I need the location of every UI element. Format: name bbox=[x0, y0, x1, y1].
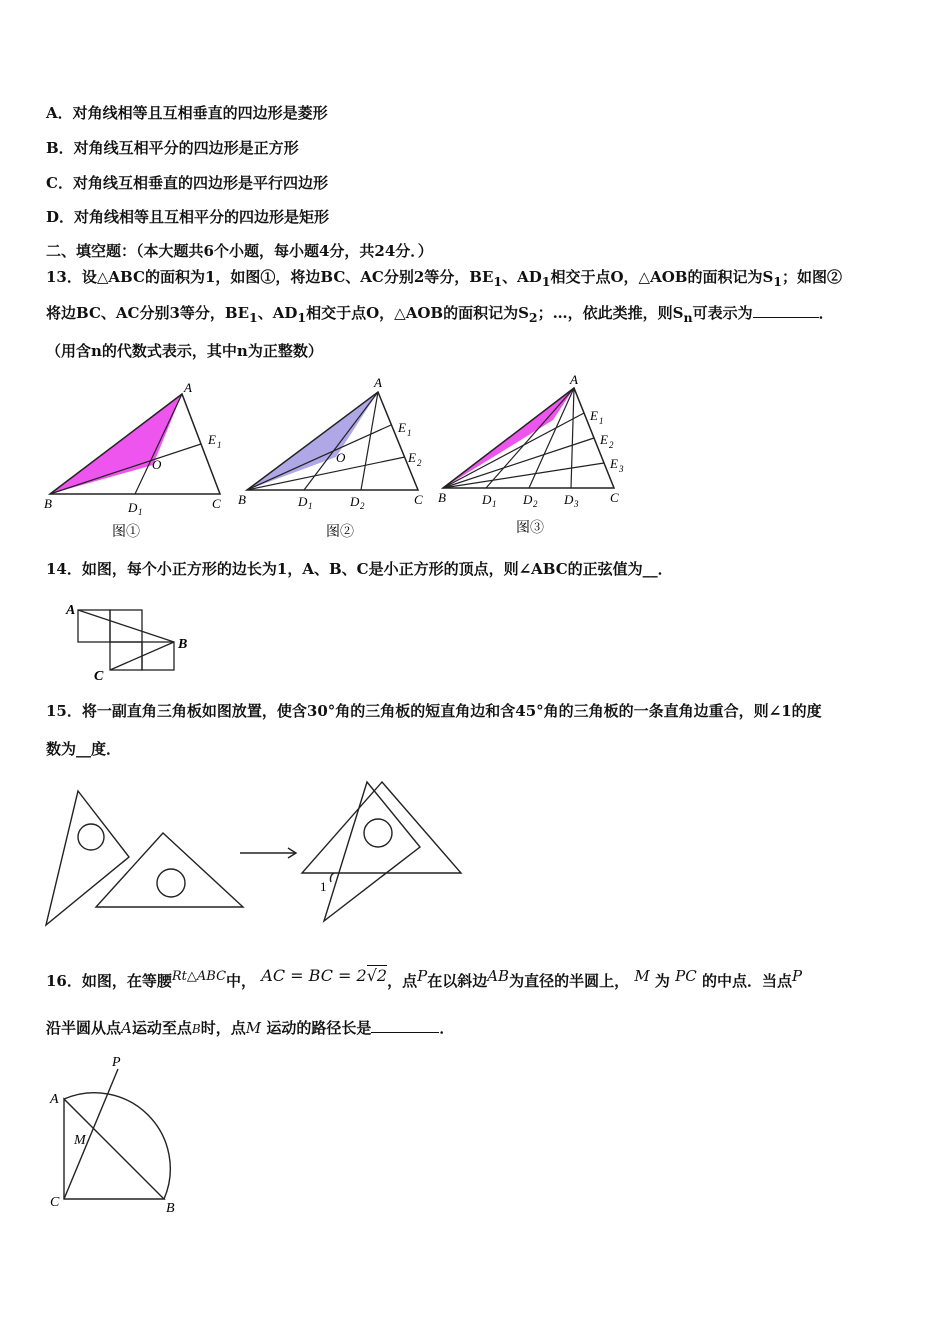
q13-answer-blank[interactable] bbox=[753, 303, 819, 318]
q13-fig2-label-d2: D bbox=[350, 494, 360, 509]
section-title: 二、填空题：（本大题共6个小题，每小题4分，共24分．） bbox=[46, 242, 433, 260]
q16-answer-blank[interactable] bbox=[371, 1018, 439, 1033]
q13-fig1-label-a: A bbox=[184, 380, 192, 395]
q13-fig3-triangle bbox=[443, 388, 614, 488]
q13-fig1-caption: 图① bbox=[112, 525, 140, 540]
q14-text: 14．如图，每个小正方形的边长为1，A、B、C是小正方形的顶点，则∠ABC的正弦值为__． bbox=[46, 560, 673, 578]
q13-fig1-label-d1: D bbox=[128, 500, 138, 515]
q13-fig3-label-d3-sub: 3 bbox=[574, 499, 579, 509]
q14-label-a: A bbox=[66, 603, 76, 618]
q15-triangle-45-hole bbox=[157, 869, 185, 897]
q13-fig2-label-e1: E bbox=[398, 420, 406, 435]
q15-combined-hole bbox=[364, 819, 392, 847]
q16-label-c: C bbox=[50, 1195, 60, 1210]
option-d: D．对角线相等且互相平分的四边形是矩形 bbox=[46, 208, 330, 226]
q13-figures bbox=[40, 372, 630, 544]
q13-fig2-label-b: B bbox=[238, 492, 246, 507]
q14-square-4 bbox=[142, 642, 174, 670]
q13-fig3-label-e1: E bbox=[590, 408, 598, 423]
q13-fig2-label-d1: D bbox=[298, 494, 308, 509]
q13-fig1-label-b: B bbox=[44, 496, 52, 511]
q15-line2: 数为__度． bbox=[46, 740, 122, 758]
q13-fig2-label-e2: E bbox=[408, 450, 416, 465]
q13-fig3-label-e2-sub: 2 bbox=[609, 440, 614, 450]
q16-line2: 沿半圆从点A运动至点B时，点M 运动的路径长是 ． bbox=[46, 1019, 455, 1037]
q13-line1: 13．设△ABC的面积为1，如图①，将边BC、AC分别2等分，$BE_1$、$AD_1$相交于点O，△AOB的面积记为$S_1$；如图② bbox=[46, 268, 843, 289]
q16-label-p: P bbox=[112, 1055, 121, 1070]
q16-label-a: A bbox=[50, 1092, 59, 1107]
q13-fig2-label-d2-sub: 2 bbox=[360, 501, 365, 511]
q15-triangle-30 bbox=[46, 791, 129, 925]
q13-fig3-label-c: C bbox=[610, 490, 619, 505]
q14-label-c: C bbox=[94, 669, 104, 684]
q13-line3: （用含n的代数式表示，其中n为正整数） bbox=[46, 342, 323, 360]
q16-triangle-abc bbox=[64, 1099, 164, 1199]
q13-fig3-label-a: A bbox=[570, 372, 578, 387]
q13-fig2-label-a: A bbox=[374, 375, 382, 390]
q15-combined-30-triangle bbox=[324, 782, 420, 921]
q15-line1: 15．将一副直角三角板如图放置，使含30°角的三角板的短直角边和含45°角的三角板的一条直角边重合，则∠1的度 bbox=[46, 702, 822, 720]
q16-label-b: B bbox=[166, 1201, 175, 1216]
q14-grid-figure bbox=[60, 598, 200, 684]
q13-fig1-label-d1-sub: 1 bbox=[138, 507, 143, 517]
q13-fig1-label-o: O bbox=[152, 457, 162, 472]
q15-triangle-45 bbox=[96, 833, 243, 907]
q13-fig2-label-d1-sub: 1 bbox=[308, 501, 313, 511]
q15-combined-45-triangle bbox=[302, 782, 461, 873]
q13-fig3-label-d2: D bbox=[523, 492, 533, 507]
q13-fig2-label-o: O bbox=[336, 450, 346, 465]
q14-segment-ab bbox=[78, 610, 174, 642]
q13-fig3-label-e3-sub: 3 bbox=[619, 464, 624, 474]
q13-fig1-label-e1-sub: 1 bbox=[217, 440, 222, 450]
q13-fig2-label-e1-sub: 1 bbox=[407, 428, 412, 438]
q13-fig2-line-be1 bbox=[247, 425, 391, 490]
q13-figure-2 bbox=[238, 375, 423, 540]
q13-fig3-label-e3: E bbox=[610, 456, 618, 471]
option-b: B．对角线互相平分的四边形是正方形 bbox=[46, 139, 299, 157]
q13-fig1-label-c: C bbox=[212, 496, 221, 511]
q15-figure bbox=[40, 775, 470, 935]
q13-fig3-label-e2: E bbox=[600, 432, 608, 447]
q13-fig3-label-d3: D bbox=[564, 492, 574, 507]
option-c: C．对角线互相垂直的四边形是平行四边形 bbox=[46, 174, 328, 192]
q13-fig3-label-e1-sub: 1 bbox=[599, 416, 604, 426]
q14-square-3 bbox=[110, 642, 142, 670]
q13-line2: 将边BC、AC分别3等分，$BE_1$、$AD_1$相交于点O，△AOB的面积记为$S_2$；…，依此类推，则$S_n$可表示为 ． bbox=[46, 304, 834, 325]
q16-figure bbox=[40, 1052, 210, 1222]
q16-label-m: M bbox=[74, 1133, 86, 1148]
q13-fig2-label-c: C bbox=[414, 492, 423, 507]
q13-fig3-line-ad1 bbox=[486, 388, 574, 488]
q13-figure-1 bbox=[44, 380, 222, 540]
q16-line1: 16．如图，在等腰Rt△ABC中， AC = BC = 2√2，点P在以斜边AB为直径的半圆上， M 为 PC 的中点．当点P bbox=[46, 966, 803, 990]
q13-fig2-label-e2-sub: 2 bbox=[417, 458, 422, 468]
q15-triangle-30-hole bbox=[78, 824, 104, 850]
q13-fig3-label-d2-sub: 2 bbox=[533, 499, 538, 509]
q16-segment-pc bbox=[64, 1069, 118, 1199]
q13-fig2-caption: 图② bbox=[326, 525, 354, 540]
q13-fig3-label-b: B bbox=[438, 490, 446, 505]
q15-angle-1-label: 1 bbox=[320, 879, 327, 894]
q14-label-b: B bbox=[178, 637, 188, 652]
q15-angle-1-arc bbox=[330, 873, 334, 882]
q13-fig3-caption: 图③ bbox=[516, 521, 544, 536]
option-a: A．对角线相等且互相垂直的四边形是菱形 bbox=[46, 104, 328, 122]
q13-fig3-label-d1: D bbox=[482, 492, 492, 507]
q13-fig3-line-ad3 bbox=[571, 388, 574, 488]
q13-figure-3 bbox=[438, 372, 624, 536]
q13-fig1-label-e1: E bbox=[208, 432, 216, 447]
q13-fig3-label-d1-sub: 1 bbox=[492, 499, 497, 509]
